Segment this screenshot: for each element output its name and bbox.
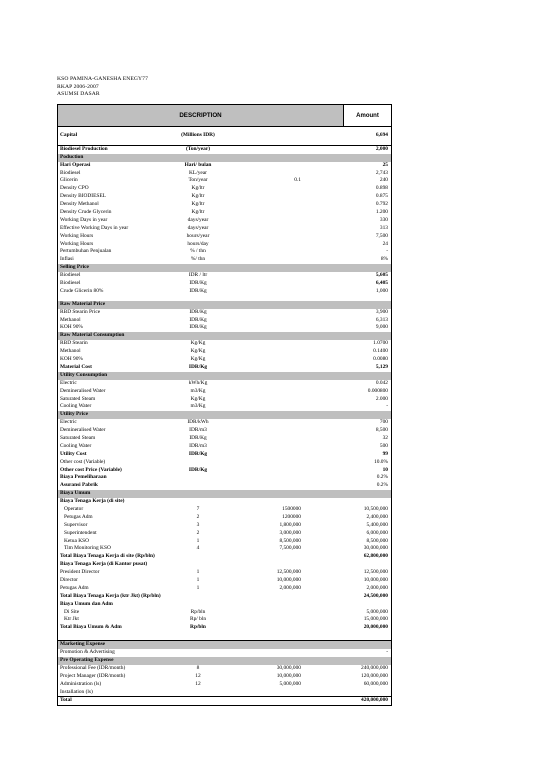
row-label: Methanol [60, 316, 81, 323]
row-label: Other cost Price (Variable) [60, 466, 122, 473]
row-label: Other cost (Variable) [60, 458, 106, 465]
row-amount: 2.000 [375, 395, 388, 402]
row-label: RBD Stearin [60, 340, 88, 347]
row-unit: 1 [196, 537, 200, 544]
table-row [58, 396, 391, 404]
row-unit: (Ton/year) [185, 145, 211, 152]
row-label: Operator [64, 505, 84, 512]
row-unit: 1 [196, 576, 200, 583]
row-amount: 10.0% [374, 458, 388, 465]
table-row [58, 585, 391, 593]
row-quantity: 1500000 [282, 505, 301, 512]
row-amount: 10,500,000 [363, 505, 388, 512]
row-label: Utility Price [60, 411, 88, 418]
table-row [58, 482, 391, 490]
row-label: Pre Operating Expense [60, 657, 114, 663]
table-row [58, 474, 391, 482]
row-unit: days/year [187, 216, 209, 223]
table-row [58, 522, 391, 530]
table-row [58, 388, 391, 396]
row-unit: %/ thn [190, 256, 206, 263]
table-row [58, 632, 391, 640]
row-label: Demineralised Water [60, 387, 106, 394]
row-unit: 8 [196, 664, 200, 671]
row-label: Installation (ls) [60, 688, 93, 695]
description-column-header: DESCRIPTION [58, 105, 344, 126]
row-unit: 1 [196, 584, 200, 591]
table-row [58, 364, 391, 372]
row-amount: 5,129 [375, 363, 388, 370]
row-amount: 0.2% [376, 474, 388, 481]
section-header-row [58, 411, 391, 419]
row-label: Utility Cost [60, 450, 87, 457]
row-unit: 4 [196, 545, 200, 552]
row-amount: 0.2% [376, 482, 388, 489]
table-row [58, 272, 391, 280]
row-unit: 1 [196, 569, 200, 576]
section-header-row [58, 332, 391, 340]
row-unit: 2 [196, 529, 200, 536]
table-row [58, 309, 391, 317]
table-row [58, 241, 391, 249]
table-row [58, 185, 391, 193]
table-row [58, 443, 391, 451]
row-quantity: 0.1 [294, 177, 301, 184]
row-quantity: 3,000,000 [279, 529, 301, 536]
row-amount: 15,000,000 [363, 616, 388, 623]
row-amount: - [386, 649, 388, 656]
row-label: Biodiesel [60, 272, 81, 279]
row-label: Professional Fee (IDR/month) [60, 664, 126, 671]
row-unit: 12 [195, 672, 201, 679]
row-label: Administration (ls) [60, 680, 102, 687]
table-row [58, 340, 391, 348]
row-label: Utility Consumption [60, 371, 108, 378]
table-row [58, 467, 391, 475]
row-unit: IDR/Kg [189, 280, 207, 287]
row-unit: m3/Kg [190, 387, 206, 394]
row-unit: IDR/Kg [189, 324, 207, 331]
row-label: Superintendent [64, 529, 97, 536]
table-row [58, 681, 391, 689]
row-unit: Kg/Kg [190, 348, 206, 355]
row-amount: - [386, 248, 388, 255]
row-amount: 8,500,000 [366, 537, 388, 544]
row-amount: 330 [379, 216, 388, 223]
row-unit: kWh/Kg [188, 379, 208, 386]
row-label: KOH 90% [60, 356, 83, 363]
row-unit: 2 [196, 513, 200, 520]
table-row [58, 435, 391, 443]
row-amount: 5,000,000 [366, 608, 388, 615]
table-row [58, 132, 391, 140]
row-amount: 1.200 [375, 209, 388, 216]
row-quantity: 30,000,000 [276, 664, 301, 671]
row-unit: 3 [196, 521, 200, 528]
table-row [58, 514, 391, 522]
row-label: Director [60, 576, 78, 583]
table-row [58, 616, 391, 624]
row-label: Ktr Jkt [64, 616, 79, 623]
row-label: Working Hours [60, 240, 94, 247]
table-row [58, 280, 391, 288]
row-unit: hours/year [186, 232, 210, 239]
row-unit: days/year [187, 224, 209, 231]
row-quantity: 10,000,000 [276, 576, 301, 583]
row-amount: 0.0080 [373, 356, 388, 363]
row-label: Demineralised Water [60, 427, 106, 434]
row-quantity: 1200000 [282, 513, 301, 520]
table-row [58, 217, 391, 225]
row-label: Biaya Umum dan Adm [60, 600, 113, 607]
row-label: Density CPO [60, 185, 89, 192]
row-amount: 20,000,000 [363, 624, 388, 631]
row-amount: 24 [382, 240, 388, 247]
table-row [58, 256, 391, 264]
row-amount: 1,000 [375, 287, 388, 294]
row-amount: 5,400,000 [366, 521, 388, 528]
row-label: Biodiesel Production [60, 145, 108, 152]
row-amount: 7,500 [375, 232, 388, 239]
table-row [58, 530, 391, 538]
row-amount: 12,500,000 [363, 569, 388, 576]
table-row [58, 225, 391, 233]
row-quantity: 12,500,000 [276, 569, 301, 576]
row-amount: 6,313 [375, 316, 388, 323]
row-amount: 2,743 [375, 169, 388, 176]
row-amount: 2,000 [375, 145, 388, 152]
row-quantity: 7,500,000 [279, 545, 301, 552]
row-amount: 10 [382, 466, 388, 473]
row-amount: 6,694 [375, 132, 388, 138]
company-name: KSO PAMINA-GANESHA ENEGY77 [57, 76, 148, 82]
row-unit: Rp/bln [190, 608, 206, 615]
row-label: Biodiesel [60, 169, 81, 176]
row-label: Project Manager (IDR/month) [60, 672, 126, 679]
row-amount: 24,500,000 [363, 592, 388, 599]
table-row [58, 177, 391, 185]
row-label: RBD Stearin Price [60, 308, 101, 315]
row-amount: 99 [382, 450, 388, 457]
row-quantity: 8,500,000 [279, 537, 301, 544]
row-amount: 8,500 [375, 427, 388, 434]
row-label: Poduction [60, 153, 84, 160]
row-label: Biaya Tenaga Kerja (di site) [60, 498, 125, 505]
section-header-row [58, 640, 391, 649]
row-label: Density Methanol [60, 201, 99, 208]
section-header-row [58, 657, 391, 665]
row-unit: IDR/kWh [187, 419, 209, 426]
row-amount: 700 [379, 419, 388, 426]
row-quantity: 10,000,000 [276, 672, 301, 679]
row-unit: Kg/ltr [191, 209, 205, 216]
row-unit: IDR/Kg [188, 363, 208, 370]
section-header-row [58, 372, 391, 380]
row-unit: Ton/year [188, 177, 208, 184]
table-row [58, 649, 391, 657]
row-label: Biaya Umum [60, 490, 91, 497]
table-row [58, 569, 391, 577]
row-unit: Kg/ltr [191, 201, 205, 208]
table-row [58, 696, 391, 705]
table-row [58, 498, 391, 506]
row-unit: Kg/Kg [190, 340, 206, 347]
table-row [58, 317, 391, 325]
row-label: Glicerin [60, 177, 78, 184]
row-label: Saturated Steam [60, 395, 96, 402]
row-label: Biodiesel [60, 280, 81, 287]
row-label: Raw Material Consumption [60, 332, 125, 339]
section-header-row [58, 301, 391, 309]
row-unit: IDR/m3 [189, 427, 207, 434]
row-label: Working Hours [60, 232, 94, 239]
row-amount: 240 [379, 177, 388, 184]
table-row [58, 162, 391, 170]
row-label: KOH 90% [60, 324, 83, 331]
table-row [58, 209, 391, 217]
row-label: Crude Glicerin 80% [60, 287, 104, 294]
row-quantity: 5,000,000 [279, 680, 301, 687]
table-row [58, 380, 391, 388]
row-label: President Director [60, 569, 100, 576]
row-unit: Kg/Kg [190, 356, 206, 363]
row-amount: 0.000800 [367, 387, 388, 394]
row-unit: 12 [195, 680, 201, 687]
table-row [58, 248, 391, 256]
row-label: Effective Working Days in year [60, 224, 129, 231]
row-unit: Rp/bln [190, 624, 206, 631]
row-amount: 0.898 [375, 185, 388, 192]
row-amount: 0.875 [375, 193, 388, 200]
row-amount: 30,000,000 [363, 545, 388, 552]
table-row [58, 624, 391, 632]
report-period: RKAP 2006-2007 [57, 83, 99, 90]
row-amount: 2,000,000 [366, 584, 388, 591]
section-header-row [58, 490, 391, 498]
table-row [58, 145, 391, 154]
row-label: Density Crude Glycerin [60, 209, 112, 216]
row-unit: KL/year [189, 169, 207, 176]
row-label: Asuransi Pabrik [60, 482, 98, 489]
table-row [58, 593, 391, 601]
row-label: Total Biaya Tenaga Kerja (ktr Jkt) (Rp/bln) [60, 592, 161, 599]
row-label: Biaya Tenaga Kerja (di Kantor pusat) [60, 561, 148, 568]
row-amount: 1.0700 [373, 340, 388, 347]
row-label: Hari Operasi [60, 161, 91, 168]
table-row [58, 506, 391, 514]
row-amount: 420,000,000 [361, 697, 388, 704]
table-body [58, 127, 391, 705]
table-row [58, 459, 391, 467]
row-label: Capital [60, 132, 78, 138]
row-unit: IDR/Kg [189, 287, 207, 294]
table-row [58, 609, 391, 617]
row-amount: 0.792 [375, 201, 388, 208]
row-unit: m3/Kg [190, 403, 206, 410]
table-row [58, 356, 391, 364]
row-unit: 7 [196, 505, 200, 512]
row-amount: 500 [379, 442, 388, 449]
table-row [58, 348, 391, 356]
row-amount: 9,000 [375, 324, 388, 331]
row-unit: Kg/ltr [191, 185, 205, 192]
row-amount: 6,000,000 [366, 529, 388, 536]
report-subtitle: ASUMSI DASAR [57, 91, 100, 98]
row-amount: 0.042 [375, 379, 388, 386]
row-amount: 60,000,000 [363, 680, 388, 687]
row-unit: IDR/m3 [189, 442, 207, 449]
row-amount: - [386, 403, 388, 410]
row-unit: IDR/Kg [189, 308, 207, 315]
row-amount: 32 [382, 434, 388, 441]
row-amount: 313 [379, 224, 388, 231]
row-amount: 5,605 [375, 272, 388, 279]
row-unit: Kg/ltr [191, 193, 205, 200]
row-label: Cooling Water [60, 403, 92, 410]
table-row [58, 201, 391, 209]
section-header-row [58, 264, 391, 272]
table-row [58, 288, 391, 296]
row-label: Total Biaya Umum & Adm [60, 624, 122, 631]
row-label: Raw Material Price [60, 300, 106, 307]
table-header [58, 105, 391, 127]
row-unit: hours/day [187, 240, 209, 247]
row-unit: IDR/Kg [189, 316, 207, 323]
row-label: Inflasi [60, 256, 74, 263]
row-amount: 0.1400 [373, 348, 388, 355]
row-label: Density BIODIESEL [60, 193, 106, 200]
table-row [58, 577, 391, 585]
row-amount: 8% [380, 256, 388, 263]
row-unit: IDR/Kg [188, 466, 208, 473]
row-unit: Kg/Kg [190, 395, 206, 402]
row-label: Petugas Adm [64, 513, 93, 520]
table-row [58, 324, 391, 332]
table-row [58, 193, 391, 201]
row-unit: IDR/Kg [189, 434, 207, 441]
row-unit: Rp/ bln [189, 616, 207, 623]
row-label: Pertumbuhan Penjualan [60, 248, 112, 255]
table-row [58, 403, 391, 411]
row-label: Total [60, 697, 72, 704]
row-label: Saturated Steam [60, 434, 96, 441]
row-quantity: 2,000,000 [279, 584, 301, 591]
row-amount: 3,900 [375, 308, 388, 315]
row-label: Tim Monitoring KSO [64, 545, 111, 552]
row-unit: % / thn [190, 248, 206, 255]
table-row [58, 673, 391, 681]
row-label: Supervisor [64, 521, 88, 528]
row-amount: 2,400,000 [366, 513, 388, 520]
row-label: Biaya Pemeliharaan [60, 474, 107, 481]
row-label: Petugas Adm [60, 584, 89, 591]
row-unit: (Millions IDR) [181, 132, 215, 138]
row-label: Material Cost [60, 363, 92, 370]
row-label: Electric [60, 379, 77, 386]
row-amount: 6,405 [375, 280, 388, 287]
table-row [58, 419, 391, 427]
row-amount: 25 [382, 161, 388, 168]
row-amount: 240,000,000 [361, 664, 388, 671]
section-header-row [58, 154, 391, 162]
row-quantity: 1,800,000 [279, 521, 301, 528]
row-label: Di Site [64, 608, 80, 615]
row-amount: 62,800,000 [363, 553, 388, 560]
row-label: Working Days in year [60, 216, 108, 223]
table-row [58, 170, 391, 178]
table-row [58, 451, 391, 459]
table-row [58, 427, 391, 435]
row-label: Cooling Water [60, 442, 92, 449]
row-label: Selling Price [60, 264, 89, 271]
table-row [58, 561, 391, 569]
table-row [58, 689, 391, 697]
row-label: Methanol [60, 348, 81, 355]
row-amount: 120,000,000 [361, 672, 388, 679]
row-label: Marketing Expense [60, 641, 106, 648]
row-label: Ketua KSO [64, 537, 90, 544]
report-header [57, 76, 148, 99]
row-label: Promotion & Advertising [60, 649, 115, 656]
row-amount: 10,000,000 [363, 576, 388, 583]
table-row [58, 665, 391, 673]
row-label: Electric [60, 419, 77, 426]
row-unit: IDR / ltr [188, 272, 208, 279]
row-label: Total Biaya Tenaga Kerja di site (Rp/bln) [60, 553, 155, 560]
table-row [58, 601, 391, 609]
assumptions-table [57, 104, 392, 706]
table-row [58, 233, 391, 241]
table-row [58, 538, 391, 546]
row-unit: IDR/Kg [188, 450, 208, 457]
amount-column-header: Amount [356, 112, 379, 119]
row-unit: Hari/ bulan [184, 161, 212, 168]
